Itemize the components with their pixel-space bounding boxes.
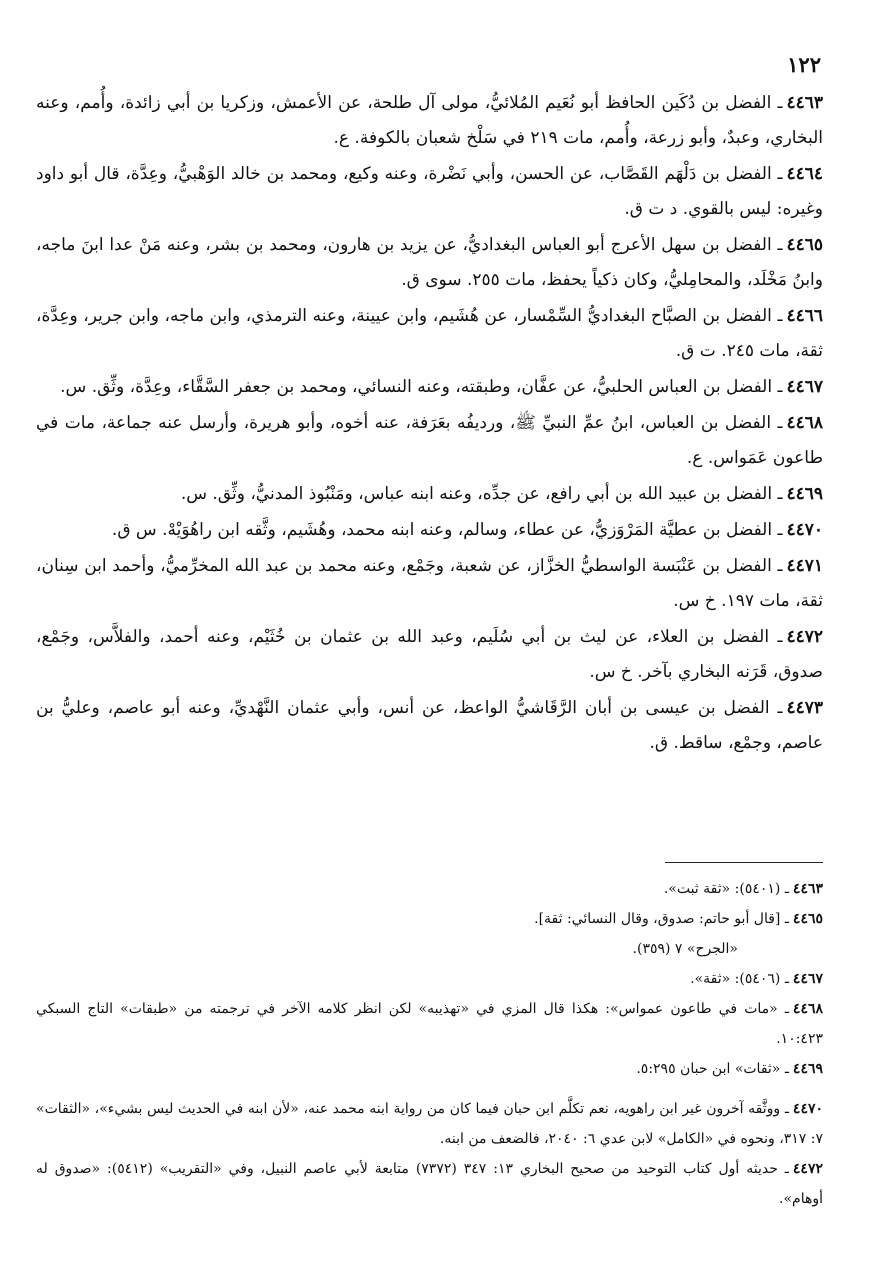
- entry-text: ـ الفضل بن عطيَّة المَرْوَزيُّ، عن عطاء، وسالم، وعنه ابنه محمد، وهُشَيم، وثَّقه ابن راهُوَيْهْ. س ق.: [111, 520, 783, 540]
- footnote-text: ـ [قال أبو حاتم: صدوق، وقال النسائي: ثقة].: [534, 911, 789, 927]
- footnote-number: ٤٤٦٩: [792, 1061, 823, 1077]
- footnote: [36, 874, 823, 904]
- entry-number: ٤٤٦٥: [786, 235, 823, 255]
- footnote-text: ـ ووثَّقه آخرون غير ابن راهويه، نعم تكلَّم ابن حبان فيما كان من رواية ابنه محمد عنه، «لأن ابنه في الحديث ليس بشيء»، «الثقات» ٧: ٣١٧، ونحوه في «الكامل» لابن عدي ٦: ٢٠٤٠، فالضعف من ابنه.: [36, 1101, 823, 1147]
- footnote: [36, 1094, 823, 1154]
- footnote-text: «الجرح» ٧ (٣٥٩).: [632, 941, 738, 957]
- footnote-number: ٤٤٧٢: [792, 1161, 823, 1177]
- entry: [36, 228, 823, 298]
- entry: [36, 406, 823, 476]
- entry: [36, 513, 823, 548]
- footnote-text: ـ (٥٤٠١): «ثقة ثبت».: [663, 881, 789, 897]
- footnote-text: ـ «ثقات» ابن حبان ٥:٢٩٥.: [636, 1061, 789, 1077]
- entry: [36, 157, 823, 227]
- footnote: [36, 964, 823, 994]
- entry-number: ٤٤٧٣: [786, 698, 823, 718]
- entry-text: ـ الفضل بن عَنْبَسة الواسطيُّ الخزَّاز، عن شعبة، وجَمْع، وعنه محمد بن عبد الله المخرِّميُّ، وأحمد ابن سِنان، ثقة، مات ١٩٧. خ س.: [36, 556, 823, 611]
- entry-text: ـ الفضل بن الصبَّاح البغداديُّ السِّمْسار، عن هُشَيم، وابن عيينة، وعنه الترمذي، وابن ماجه، وابن جرير، وعِدَّة، ثقة، مات ٢٤٥. ت ق.: [36, 306, 823, 361]
- entry-number: ٤٤٧١: [786, 556, 823, 576]
- entry-number: ٤٤٦٣: [786, 93, 823, 113]
- entry-text: ـ الفضل بن دَلْهَم القَصَّاب، عن الحسن، وأبي نَضْرة، وعنه وكيع، ومحمد بن خالد الوَهْبيُّ، وعِدَّة، قال أبو داود وغيره: ليس بالقوي. د ت ق.: [36, 164, 823, 219]
- entry: [36, 620, 823, 690]
- entry: [36, 549, 823, 619]
- entry-text: ـ الفضل بن العباس، ابنُ عمِّ النبيِّ ﷺ، ورديفُه بعَرَفة، عنه أخوه، وأبو هريرة، وأرسل عنه جماعة، مات في طاعون عَمَواس. ع.: [36, 413, 823, 468]
- entry-number: ٤٤٦٨: [786, 413, 823, 433]
- footnote: [36, 994, 823, 1054]
- footnote: [36, 904, 823, 934]
- entry-text: ـ الفضل بن العباس الحلبيُّ، عن عفَّان، وطبقته، وعنه النسائي، ومحمد بن جعفر السَّقَّاء، وعِدَّة، وثِّق. س.: [60, 377, 783, 397]
- footnote: [36, 1054, 823, 1084]
- entry-number: ٤٤٦٦: [786, 306, 823, 326]
- footnote-text: ـ «مات في طاعون عمواس»: هكذا قال المزي في «تهذيبه» لكن انظر كلامه الآخر في ترجمته من «طبقات» التاج السبكي ١٠:٤٢٣.: [36, 1001, 823, 1047]
- page-number: ١٢٢: [787, 52, 821, 77]
- entry-text: ـ الفضل بن العلاء، عن ليث بن أبي سُلَيم، وعبد الله بن عثمان بن خُثَيْم، وعنه أحمد، والفلاَّس، وجَمْع، صدوق، قَرَنه البخاري بآخر. خ س.: [36, 627, 823, 682]
- footnote-separator: [665, 862, 823, 863]
- footnote-text: ـ حديثه أول كتاب التوحيد من صحيح البخاري ١٣: ٣٤٧ (٧٣٧٢) متابعة لأبي عاصم النبيل، وفي «التقريب» (٥٤١٢): «صدوق له أوهام».: [36, 1161, 823, 1207]
- footnotes: [36, 874, 823, 1214]
- footnote-number: ٤٤٦٣: [792, 881, 823, 897]
- entry-number: ٤٤٦٧: [786, 377, 823, 397]
- footnote: [36, 1154, 823, 1214]
- footnote-number: ٤٤٧٠: [792, 1101, 823, 1117]
- entry-number: ٤٤٦٩: [786, 484, 823, 504]
- entry: [36, 299, 823, 369]
- footnote-number: ٤٤٦٥: [792, 911, 823, 927]
- entry: [36, 691, 823, 761]
- footnote-number: ٤٤٦٨: [792, 1001, 823, 1017]
- biography-entries: [36, 86, 823, 762]
- entry-text: ـ الفضل بن دُكَين الحافظ أبو نُعَيم المُلائيُّ، مولى آل طلحة، عن الأعمش، وزكريا بن أبي زائدة، وأُمم، وعنه البخاري، وعبدٌ، وأبو زرعة، وأُمم، مات ٢١٩ في سَلْخ شعبان بالكوفة. ع.: [36, 93, 823, 148]
- entry: [36, 86, 823, 156]
- footnote-number: ٤٤٦٧: [792, 971, 823, 987]
- entry-number: ٤٤٦٤: [786, 164, 823, 184]
- footnote: [36, 934, 823, 964]
- entry-number: ٤٤٧٢: [786, 627, 823, 647]
- entry-text: ـ الفضل بن عيسى بن أبان الرَّقَاشيُّ الواعظ، عن أنس، وأبي عثمان النَّهْديِّ، وعنه أبو عاصم، وعليُّ بن عاصم، وجمْع، ساقط. ق.: [36, 698, 823, 753]
- entry: [36, 370, 823, 405]
- entry-text: ـ الفضل بن سهل الأعرج أبو العباس البغداديُّ، عن يزيد بن هارون، ومحمد بن بشر، وعنه مَنْ عدا ابنَ ماجه، وابنُ مَخْلَد، والمحامِليُّ، وكان ذكياً يحفظ، مات ٢٥٥. سوى ق.: [36, 235, 823, 290]
- entry-number: ٤٤٧٠: [786, 520, 823, 540]
- entry-text: ـ الفضل بن عبيد الله بن أبي رافع، عن جدِّه، وعنه ابنه عباس، ومَنْبُوذ المدنيُّ، وثِّق. س.: [180, 484, 783, 504]
- entry: [36, 477, 823, 512]
- footnote-text: ـ (٥٤٠٦): «ثقة».: [690, 971, 789, 987]
